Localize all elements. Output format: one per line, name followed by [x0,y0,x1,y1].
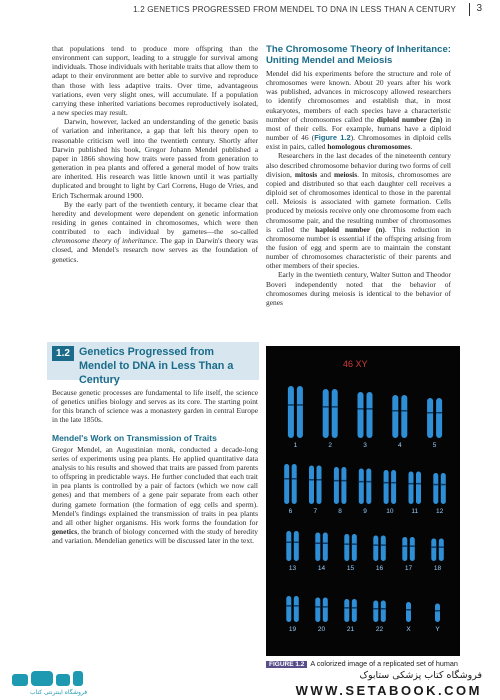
key-term: meiosis [333,169,358,179]
paragraph: Darwin, however, lacked an understanding of the genetic basis of variation and inheritance, a gap that left his theory open to reasonable criticism well into the twentieth century. Shortly after Darwin published his book, Gregor Johann Mendel published a paper in 1866 showing how traits were passed from generation to generation in pea plants and offered a general model of how traits are inherited. His research was little known until it was partially duplicated and brought to light by Carl Correns, Hugo de Vries, and Erich Tschermak around 1900. [52,117,258,200]
centromere-band [367,408,373,410]
chromosome [294,531,299,561]
chromosome [384,470,389,504]
chromosome-number-label: 22 [375,626,384,633]
centromere-band [317,479,322,481]
centromere-band [410,545,415,547]
paragraph: By the early part of the twentieth century, it became clear that heredity and development were dependent on genetic information residing in genes contained in chromosomes, which were then contributed to each individual by gametes—the so-called chromosome theory of inheritance. The gap in Darwin's theory was closed, and Mendel's research now serves as the foundation of genetics. [52,199,258,264]
emphasis-term: chromosome theory of inheritance [52,236,156,246]
centromere-band [436,412,442,414]
centromere-band [409,483,414,485]
chromosome-number-label: Y [435,626,440,633]
key-term: genetics [52,527,78,537]
centromere-band [344,543,349,545]
chromosome [344,599,349,622]
running-header [0,0,500,18]
centromere-band [441,484,446,486]
chromosome [332,389,338,438]
chromosome-number-label: 8 [338,508,342,515]
paragraph: Researchers in the last decades of the nineteenth century also described chromosome behavior during two forms of cell division, mitosis and meiosis. In mitosis, chromosomes are copied and distributed so that each daughter cell receives a diploid set of chromosomes identical to those in the parental cell. Meiosis is associated with gamete formation. Cells produced by meiosis receive only one chromosome from each chromosome pair, and the resulting number of chromosomes is called the haploid number (n). This reduction in chromosome number is essential if the offspring arising from the fusion of egg and sperm are to maintain the constant number of chromosomes characteristic of their parents and other members of their species. [266,151,451,271]
caption-text: A colorized image of a replicated set of human [310,659,458,668]
chromosome-number-label: 16 [375,565,384,572]
logo-icon [10,669,120,691]
chromosome-number-label: 2 [328,442,333,449]
chromosome [323,598,328,623]
section-title: Genetics Progressed from Mendel to DNA in Less Than a Century [79,346,234,386]
chromosome [309,466,314,505]
page-number: 3 [476,3,482,14]
centromere-band [309,479,314,481]
chromosome-number-label: 12 [435,508,444,515]
centromere-band [352,543,357,545]
paragraph: that populations tend to produce more offspring than the environment can support, leading to a struggle for survival among individuals. Those individuals with heritable traits that allow them to adapt to their environment are better able to survive and reproduce than those with less adaptive traits. Over time, advantageous variations, even very slight ones, will accumulate. If a population carrying these inherited variations becomes reproductively isolated, a new species may result. [52,44,258,118]
centromere-band [439,546,444,548]
centromere-band [286,542,291,544]
chromosome [352,534,357,561]
centromere-band [332,406,338,408]
centromere-band [416,483,421,485]
centromere-band [433,484,438,486]
karyotype-figure [266,346,460,656]
centromere-band [297,404,303,406]
chromosome [373,536,378,562]
chromosome [359,469,364,505]
centromere-band [381,544,386,546]
section-heading-box [47,342,259,386]
centromere-band [288,404,294,406]
centromere-band [384,482,389,484]
chromosome [406,602,411,622]
chromosome [409,472,414,505]
left-column-bottom [52,388,258,545]
chromosome [323,389,329,438]
paragraph: Mendel did his experiments before the structure and role of chromosomes were known. About 20 years after his work was published, advances in microscopy allowed researchers to identify chromosomes and establish that, in most eukaryotes, members of each species have a characteristic number of chromosomes called the diploid number (2n) in most of their cells. For example, humans have a diploid number of 46 (Figure 1.2). Chromosomes in diploid cells exist in pairs, called homologous chromosomes. [266,69,451,152]
chromosome-number-label: 14 [317,565,326,572]
key-term: haploid number (n) [315,224,385,234]
chromosome [292,464,297,504]
chromosome [352,599,357,622]
chromosome-number-label: 10 [386,508,394,515]
chromosome [334,467,339,504]
karyotype-image [266,346,460,656]
left-column-top [52,44,258,264]
chromosome-number-label: 7 [313,508,318,515]
chromosome [381,536,386,562]
centromere-band [323,606,328,608]
subsection-heading: Mendel's Work on Transmission of Traits [52,432,217,443]
chromosome [284,464,289,504]
chromosome [286,531,291,561]
centromere-band [358,408,364,410]
chromosome [433,473,438,504]
centromere-band [406,609,411,611]
centromere-band [359,481,364,483]
chromosome [441,473,446,504]
centromere-band [435,610,440,612]
chromosome-number-label: 9 [363,508,367,515]
chromosome-number-label: 19 [288,626,297,633]
chromosome [435,604,440,623]
chromosome [366,469,371,505]
chromosome-number-label: 1 [293,442,298,449]
chromosome [402,537,407,561]
chromosome [288,386,294,438]
store-url-link[interactable]: WWW.SETABOOK.COM [295,683,482,698]
centromere-band [391,482,396,484]
logo-subtitle: فروشگاه اینترنتی کتاب [30,689,88,696]
centromere-band [315,543,320,545]
centromere-band [366,481,371,483]
chromosome [373,601,378,623]
chromosome [367,392,373,438]
setabook-logo[interactable] [10,669,120,699]
chromosome-number-label: X [406,626,411,633]
chromosome-number-label: 4 [397,442,402,449]
chromosome [286,596,291,622]
centromere-band [323,543,328,545]
key-term: mitosis [294,169,318,179]
chromosome-number-label: 13 [288,565,297,572]
figure-tag: FIGURE 1.2 [266,661,307,670]
centromere-band [392,410,398,412]
chromosome [315,533,320,562]
centromere-band [427,412,433,414]
chromosome [317,466,322,505]
chromosome-number-label: 20 [317,626,326,633]
chromosome [341,467,346,504]
key-term: diploid number (2n) [376,114,443,124]
karyotype-label: 46 XY [343,359,368,369]
store-name: فروشگاه کتاب پزشکی ستابوک [359,670,482,681]
centromere-band [341,480,346,482]
chromosome [439,539,444,562]
chromosome [427,398,433,438]
chromosome-number-label: 3 [363,442,367,449]
chromosome [297,386,303,438]
centromere-band [401,410,407,412]
chromosome [401,395,407,438]
subsection-heading: The Chromosome Theory of Inheritance: Uniting Mendel and Meiosis [266,44,451,66]
centromere-band [292,478,297,480]
chromosome [323,533,328,562]
centromere-band [381,608,386,610]
centromere-band [323,406,329,408]
paragraph: Because genetic processes are fundamental to life itself, the science of genetics unifies biology and serves as its core. The starting point for this branch of science was a monastery garden in central Europe in the late 1850s. [52,388,258,425]
chromosome [431,539,436,562]
chromosome [358,392,364,438]
centromere-band [284,478,289,480]
centromere-band [334,480,339,482]
centromere-band [344,607,349,609]
centromere-band [431,546,436,548]
centromere-band [315,606,320,608]
centromere-band [286,605,291,607]
chromosome [392,395,398,438]
section-number: 1.2 [52,346,74,361]
chromosome [381,601,386,623]
running-title: 1.2 GENETICS PROGRESSED FROM MENDEL TO DNA IN LESS THAN A CENTURY [133,5,456,14]
chromosome-number-label: 11 [411,508,419,515]
chromosome [436,398,442,438]
chromosome-number-label: 6 [288,508,293,515]
chromosome-number-label: 17 [404,565,413,572]
chromosome [410,537,415,561]
right-column [266,44,451,307]
centromere-band [373,608,378,610]
paragraph: Gregor Mendel, an Augustinian monk, conducted a decade-long series of experiments using pea plants. He applied quantitative data analysis to his results and showed that traits are passed from parents to offspring in predictable ways. He further concluded that each trait in pea plants is controlled by a pair of factors (which we now call genes) and that members of a gene pair separate from each other during gamete formation (the formation of egg cells and sperm). Mendel's findings explained the transmission of traits in pea plants and all other higher organisms. His work forms the foundation for genetics, the branch of biology concerned with the study of heredity and variation. Mendelian genetics will be discussed later in the text. [52,444,258,546]
centromere-band [294,542,299,544]
centromere-band [352,607,357,609]
footer-banner [0,668,500,700]
header-divider [469,3,470,16]
chromosome [416,472,421,505]
chromosome [315,598,320,623]
chromosome [294,596,299,622]
chromosome [391,470,396,504]
centromere-band [294,605,299,607]
chromosome [344,534,349,561]
centromere-band [402,545,407,547]
key-term: homologous chromosomes [327,142,411,152]
chromosome-number-label: 18 [433,565,442,572]
centromere-band [373,544,378,546]
chromosome-number-label: 21 [346,626,355,633]
paragraph: Early in the twentieth century, Walter Sutton and Theodor Boveri independently noted that the behavior of chromosomes during meiosis is identical to the behavior of genes [266,270,451,307]
chromosome-number-label: 5 [432,442,437,449]
figure-reference-link[interactable]: Figure 1.2 [314,133,351,143]
chromosome-number-label: 15 [346,565,355,572]
